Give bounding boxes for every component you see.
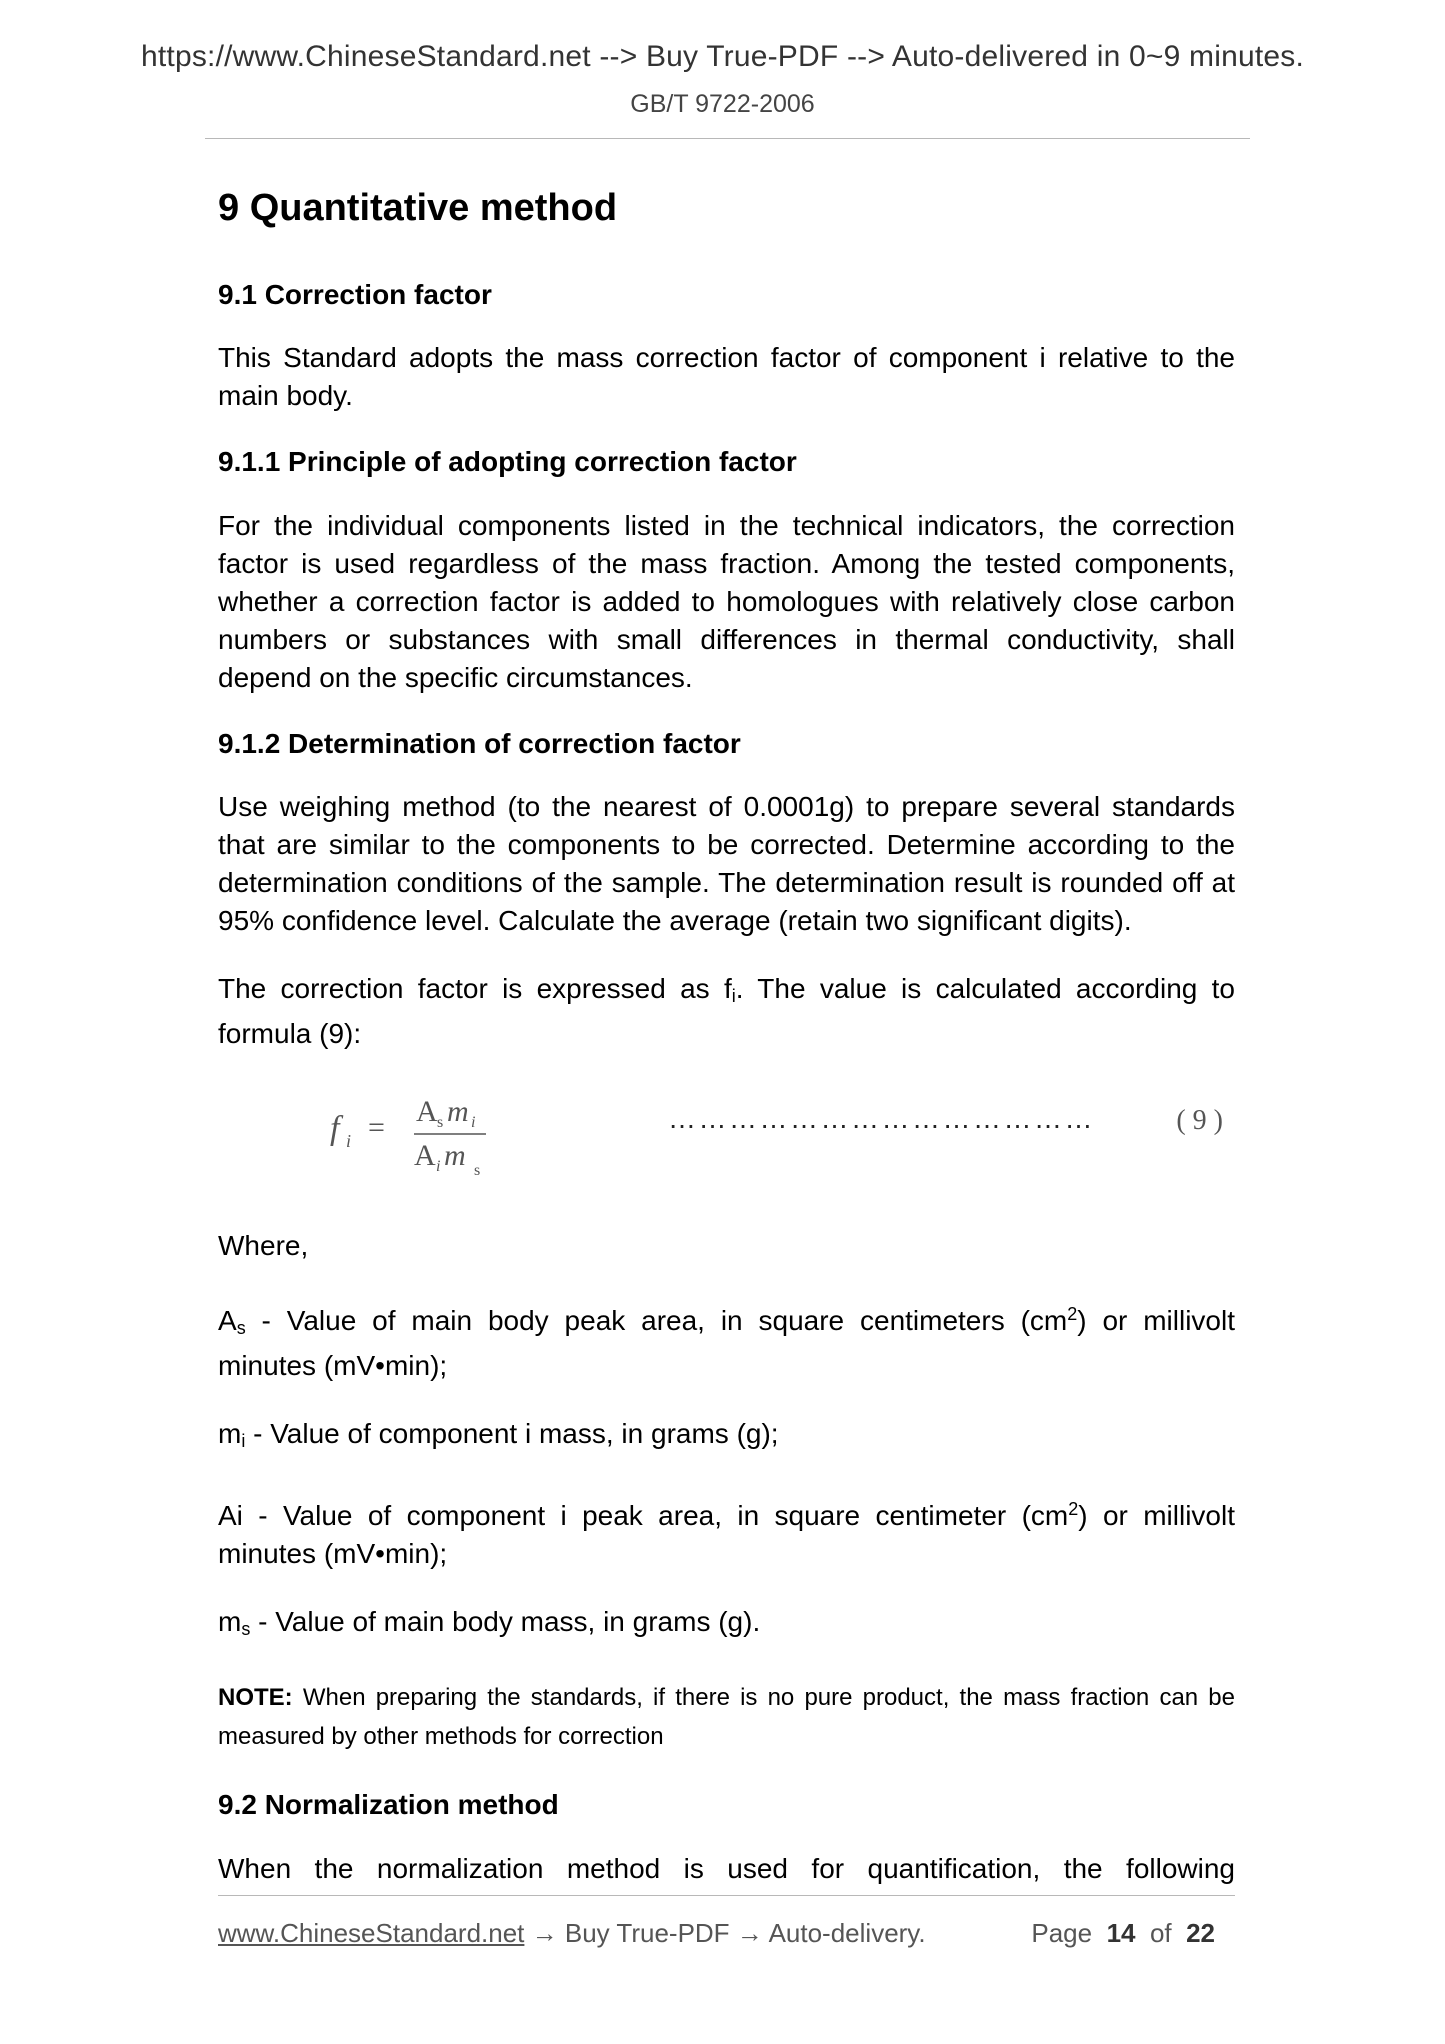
header-divider [205, 138, 1250, 139]
section-9-1-1-title: 9.1.1 Principle of adopting correction factor [218, 446, 797, 478]
page-total: 22 [1186, 1918, 1215, 1948]
intro-sub-i: i [731, 986, 736, 1007]
def-As-text-b: ) or millivolt minutes (mV•min); [218, 1305, 1235, 1382]
def-ms-sub: s [241, 1619, 251, 1640]
def-Ai-text-b: ) or millivolt minutes (mV•min); [218, 1500, 1236, 1570]
of-word: of [1149, 1918, 1172, 1948]
section-9-1-text: This Standard adopts the mass correction factor of component i relative to the main body. [218, 342, 1235, 412]
section-9-title: 9 Quantitative method [218, 187, 618, 229]
def-As-text-a: - Value of main body peak area, in square centimeters (cm [245, 1305, 1068, 1337]
def-mi-symbol: m [218, 1418, 242, 1450]
formula-num-A: A [416, 1095, 438, 1129]
formula-lhs-sub: i [346, 1131, 352, 1152]
intro-part-b: . The value is calculated according to formula (9): [218, 973, 1235, 1050]
formula-den-m: m [444, 1139, 466, 1173]
section-9-1-title: 9.1 Correction factor [218, 278, 492, 310]
note-label: NOTE: [218, 1684, 293, 1712]
section-9-2-title: 9.2 Normalization method [218, 1789, 559, 1821]
page-indicator [1031, 1918, 1215, 1949]
def-Ai-sup: 2 [1068, 1499, 1079, 1520]
definition-ms [218, 1603, 1235, 1648]
page-number: 14 [1106, 1918, 1136, 1948]
formula-num-A-sub: s [437, 1114, 444, 1132]
note-block [218, 1678, 1235, 1756]
formula-number: ( 9 ) [1176, 1105, 1223, 1137]
header-url-banner[interactable]: https://www.ChineseStandard.net --> Buy True-PDF --> Auto-delivered in 0~9 minutes. [141, 40, 1304, 73]
def-mi-sub: i [241, 1431, 246, 1452]
page-word: Page [1031, 1918, 1093, 1948]
definition-As [218, 1295, 1235, 1385]
formula-den-m-sub: s [474, 1162, 481, 1180]
where-label: Where, [218, 1230, 309, 1262]
correction-factor-intro [218, 970, 1235, 1053]
def-As-sub: s [236, 1318, 246, 1339]
section-9-1-2-title: 9.1.2 Determination of correction factor [218, 727, 741, 759]
footer-divider [218, 1895, 1235, 1896]
definition-mi [218, 1415, 1235, 1460]
formula-den-A: A [414, 1139, 436, 1173]
def-ms-text: - Value of main body mass, in grams (g). [250, 1606, 761, 1638]
formula-equals: = [368, 1111, 385, 1145]
section-9-1-1-text: For the individual components listed in the technical indicators, the correction factor is used regardless of the mass fraction. Among the tested components, whether a correction factor is added to homologues with relatively close carbon numbers or substances with small differences in thermal conductivity, shall depend on the specific circumstances. [218, 509, 1235, 693]
formula-9 [218, 1083, 1235, 1193]
document-body [218, 180, 1235, 1918]
intro-part-a: The correction factor is expressed as f [218, 973, 732, 1005]
page-footer [218, 1918, 1235, 1949]
def-ms-symbol: m [218, 1606, 242, 1638]
def-As-sup: 2 [1067, 1304, 1078, 1325]
note-text: When preparing the standards, if there is no pure product, the mass fraction can be measured by other methods for correction [218, 1684, 1235, 1751]
standard-code: GB/T 9722-2006 [630, 90, 815, 118]
footer-link[interactable]: www.ChineseStandard.net [218, 1918, 525, 1948]
def-As-symbol: A [218, 1305, 237, 1337]
formula-9-expression [328, 1083, 528, 1193]
formula-leader-dots: …………………………………… [668, 1103, 1095, 1135]
footer-text: → Buy True-PDF → Auto-delivery. [524, 1918, 926, 1948]
definition-Ai [218, 1490, 1235, 1573]
formula-num-m: m [447, 1095, 469, 1129]
section-9-2-text: When the normalization method is used for quantification, the following [218, 1852, 1235, 1884]
section-9-1-2-text: Use weighing method (to the nearest of 0.0001g) to prepare several standards that are similar to the components to be corrected. Determine according to the determination conditions of the sample. The determination result is rounded off at 95% confidence level. Calculate the average (retain two significant digits). [218, 791, 1235, 937]
formula-num-m-sub: i [471, 1114, 476, 1132]
formula-lhs-f: f [330, 1110, 340, 1148]
def-mi-text: - Value of component i mass, in grams (g); [245, 1418, 779, 1450]
formula-den-A-sub: i [436, 1158, 441, 1176]
def-Ai-text-a: Ai - Value of component i peak area, in square centimeter (cm [218, 1500, 1069, 1532]
